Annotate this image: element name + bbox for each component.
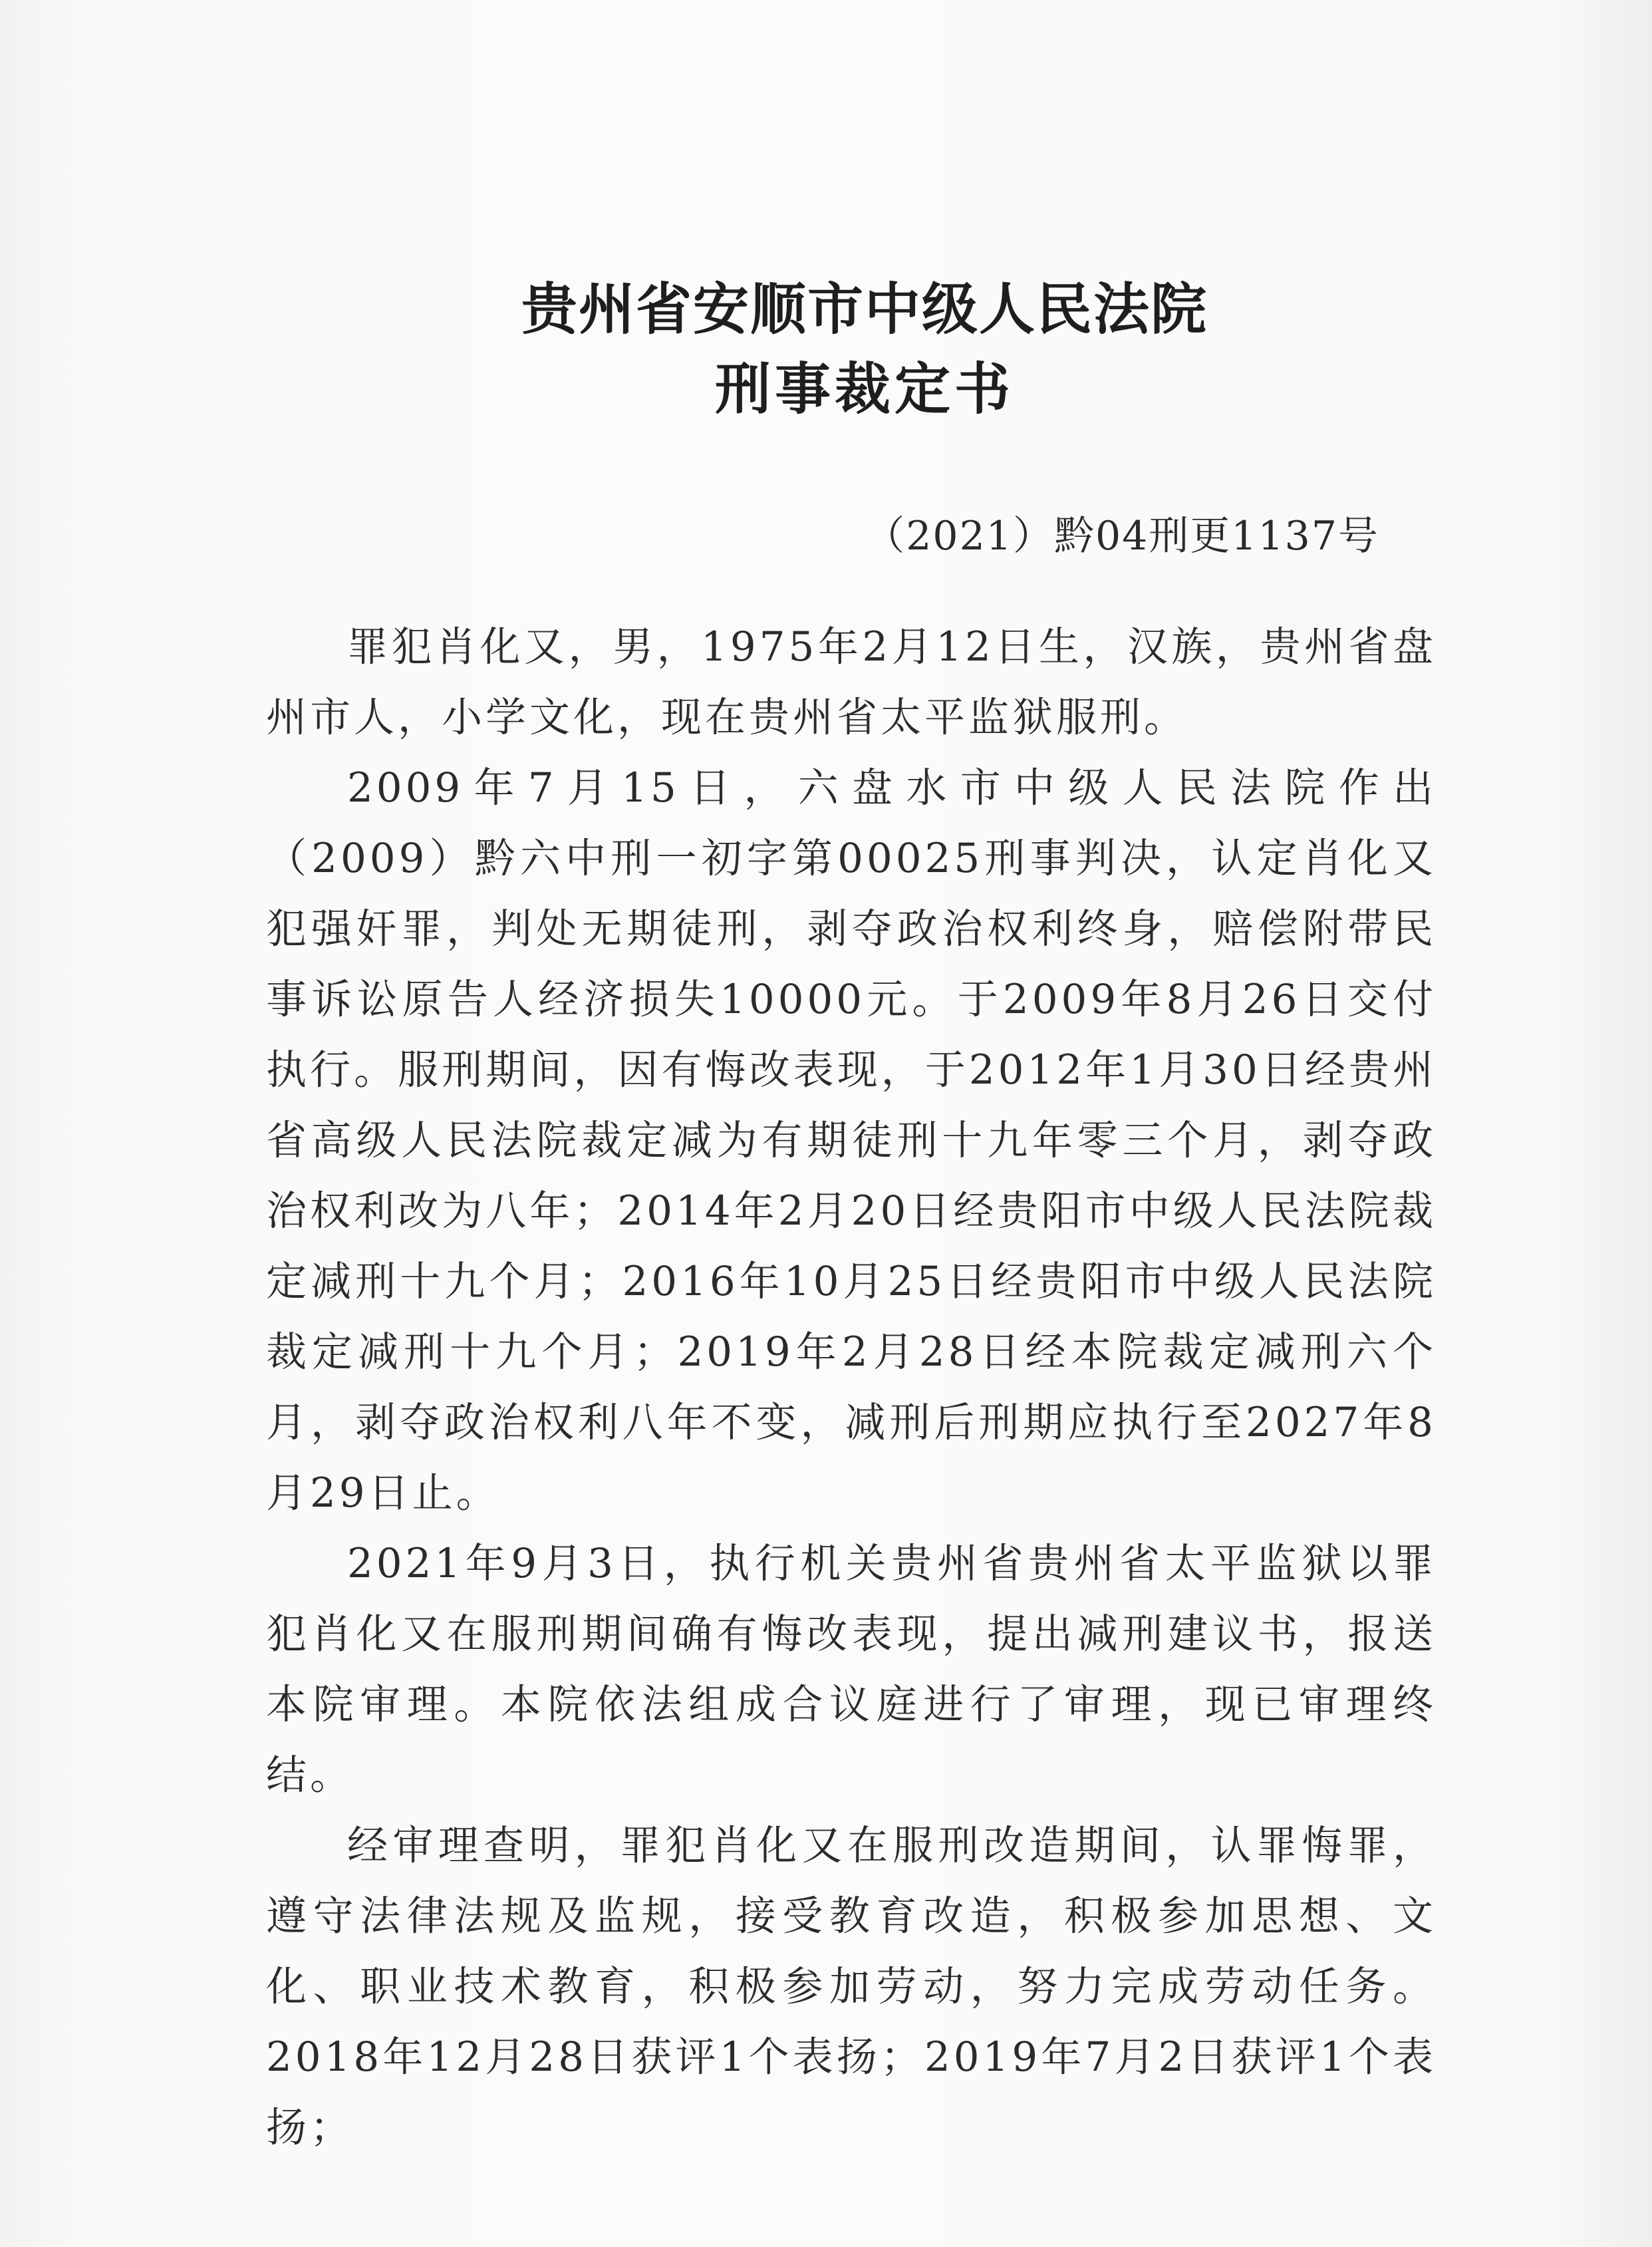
case-number: （2021）黔04刑更1137号	[865, 513, 1379, 559]
document-type: 刑事裁定书	[714, 357, 1014, 422]
paragraph-criminal-info: 罪犯肖化又，男，1975年2月12日生，汉族，贵州省盘州市人，小学文化，现在贵州省太平监狱服刑。	[266, 623, 1437, 741]
paragraph-sentence-history: 2009年7月15日，六盘水市中级人民法院作出（2009）黔六中刑一初字第00025刑事判决，认定肖化又犯强奸罪，判处无期徒刑，剥夺政治权利终身，赔偿附带民事诉讼原告人经济损失10000元。于2009年8月26日交付执行。服刑期间，因有悔改表现，于2012年1月30日经贵州省高级人民法院裁定减为有期徒刑十九年零三个月，剥夺政治权利改为八年；2014年2月20日经贵阳市中级人民法院裁定减刑十九个月；2016年10月25日经贵阳市中级人民法院裁定减刑十九个月；2019年2月28日经本院裁定减刑六个月，剥夺政治权利八年不变，减刑后刑期应执行至2027年8月29日止。	[266, 764, 1437, 1517]
body-text	[266, 612, 1437, 2163]
paragraph-findings: 经审理查明，罪犯肖化又在服刑改造期间，认罪悔罪，遵守法律法规及监规，接受教育改造，积极参加思想、文化、职业技术教育，积极参加劳动，努力完成劳动任务。2018年12月28日获评1个表扬；2019年7月2日获评1个表扬；	[266, 1822, 1437, 2151]
paragraph-proposal: 2021年9月3日，执行机关贵州省贵州省太平监狱以罪犯肖化又在服刑期间确有悔改表现，提出减刑建议书，报送本院审理。本院依法组成合议庭进行了审理，现已审理终结。	[266, 1540, 1437, 1799]
court-name: 贵州省安顺市中级人民法院	[521, 277, 1208, 342]
title-block	[0, 269, 1652, 429]
